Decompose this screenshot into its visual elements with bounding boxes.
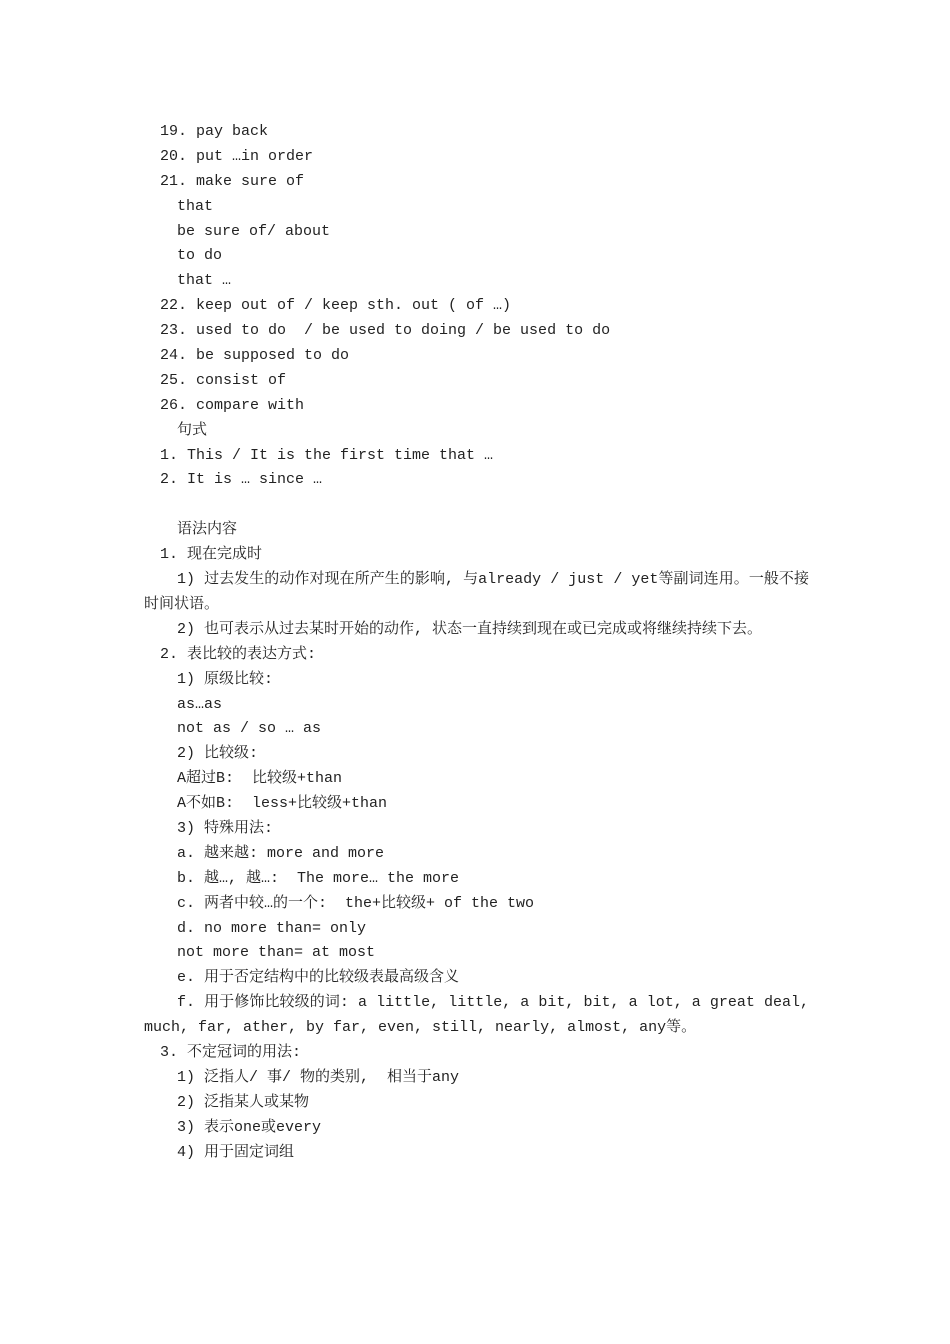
phrase-subitem: to do xyxy=(177,247,223,265)
section-title: 3. 不定冠词的用法: xyxy=(160,1044,302,1062)
list-item: A不如B: less+比较级+than xyxy=(177,795,388,813)
paragraph: 2) 也可表示从过去某时开始的动作, 状态一直持续到现在或已完成或将继续持续下去。 xyxy=(177,620,763,638)
list-item: c. 两者中较…的一个: the+比较级+ of the two xyxy=(177,894,535,912)
list-item: 2) 泛指某人或某物 xyxy=(177,1093,310,1111)
paragraph: 1) 过去发生的动作对现在所产生的影响, 与already / just / yet等副词连用。一般不接时间状语。 xyxy=(144,571,809,613)
spacer xyxy=(0,493,950,518)
sentence-pattern-item: 2. It is … since … xyxy=(160,471,323,489)
phrase-item: 21. make sure of xyxy=(160,172,305,190)
list-item: b. 越…, 越…: The more… the more xyxy=(177,869,460,887)
list-item: 3) 表示one或every xyxy=(177,1118,322,1136)
list-item: 1) 泛指人/ 事/ 物的类别, 相当于any xyxy=(177,1068,460,1086)
phrase-subitem: that xyxy=(177,197,214,215)
grammar-heading: 语法内容 xyxy=(177,521,238,539)
list-item: 4) 用于固定词组 xyxy=(177,1143,295,1161)
phrase-item: 22. keep out of / keep sth. out ( of …) xyxy=(160,297,512,315)
phrase-subitem: be sure of/ about xyxy=(177,222,331,240)
sentence-pattern-item: 1. This / It is the first time that … xyxy=(160,446,494,464)
list-item: 3) 特殊用法: xyxy=(177,819,274,837)
list-item: a. 越来越: more and more xyxy=(177,844,385,862)
list-item: 2) 比较级: xyxy=(177,745,259,763)
list-item: e. 用于否定结构中的比较级表最高级含义 xyxy=(177,969,460,987)
list-item: 1) 原级比较: xyxy=(177,670,274,688)
list-item: d. no more than= only xyxy=(177,919,367,937)
phrase-item: 26. compare with xyxy=(160,396,305,414)
phrase-item: 23. used to do / be used to doing / be used to do xyxy=(160,322,611,340)
phrase-item: 20. put …in order xyxy=(160,147,314,165)
list-item: not more than= at most xyxy=(177,944,376,962)
paragraph: f. 用于修饰比较级的词: a little, little, a bit, bit, a lot, a great deal, much, far, ather, by far, even, still, nearly, almost, any等。 xyxy=(144,994,809,1037)
list-item: A超过B: 比较级+than xyxy=(177,770,343,788)
document-page xyxy=(0,120,950,1165)
section-title: 1. 现在完成时 xyxy=(160,546,263,564)
section-title: 2. 表比较的表达方式: xyxy=(160,645,317,663)
list-item: not as / so … as xyxy=(177,720,322,738)
phrase-item: 19. pay back xyxy=(160,123,269,140)
phrase-item: 24. be supposed to do xyxy=(160,347,350,365)
sentence-patterns-heading: 句式 xyxy=(177,421,208,439)
phrase-item: 25. consist of xyxy=(160,371,287,389)
list-item: as…as xyxy=(177,695,223,713)
phrase-subitem: that … xyxy=(177,272,232,290)
